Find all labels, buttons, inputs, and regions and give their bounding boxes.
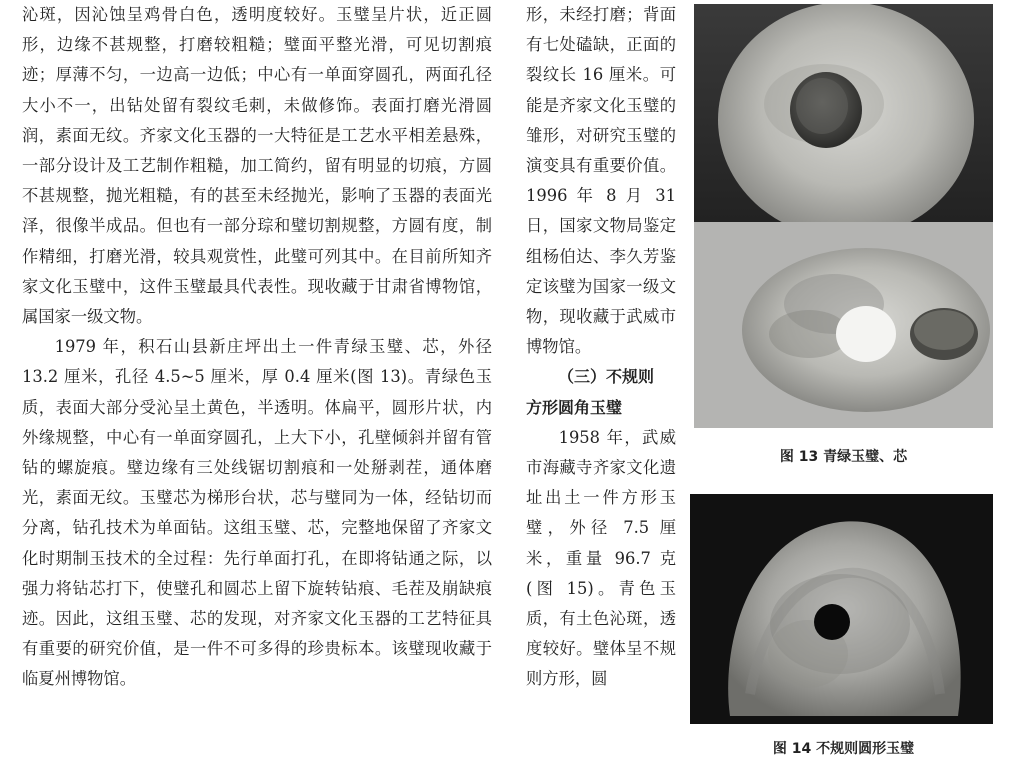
section-heading: （三）不规则 [558, 367, 655, 387]
figure-14-caption: 图 14 不规则圆形玉璧 [772, 741, 915, 757]
figure-13-caption: 图 13 青绿玉璧、芯 [779, 449, 908, 465]
paragraph: 1979 年，积石山县新庄坪出土一件青绿玉璧、芯，外径 13.2 厘米，孔径 4.5~5 厘米，厚 0.4 厘米(图 13)。青绿色玉质，表面大部分受沁呈土黄色，半透明。体扁平，圆形片状，内外缘规整，中心有一单面穿圆孔，上大下小，孔壁倾斜并留有管钻的螺旋痕。璧边缘有三处线锯切割痕和一处掰剥茬，通体磨光，素面无纹。玉璧芯为梯形台状，芯与璧同为一体，经钻切而分离，钻孔技术为单面钻。这组玉璧、芯，完整地保留了齐家文化时期制玉技术的全过程：先行单面打孔，在即将钻通之际，以强力将钻芯打下，使璧孔和圆芯上留下旋转钻痕、毛茬及崩缺痕迹。因此，这组玉璧、芯的发现，对齐家文化玉器的工艺特征具有重要的研究价值，是一件不可多得的珍贵标本。该璧现收藏于临夏州博物馆。 [22, 337, 492, 689]
paragraph: 1958 年，武威市海藏寺齐家文化遗址出土一件方形玉璧，外径 7.5 厘米，重量 96.7 克(图 15)。青色玉质，有土色沁斑，透度较好。璧体呈不规则方形，圆 [526, 427, 676, 689]
figure-13-photo [694, 4, 993, 428]
section-heading-continued: 方形圆角玉璧 [526, 397, 623, 417]
middle-text-column [526, 0, 676, 695]
figure-14-photo [690, 494, 993, 724]
paragraph: 形，未经打磨；背面有七处磕缺，正面的裂纹长 16 厘米。可能是齐家文化玉璧的雏形，对研究玉璧的演变具有重要价值。1996 年 8 月 31 日，国家文物局鉴定组杨伯达、李久芳鉴定该璧为国家一级文物，现收藏于武威市博物馆。 [526, 5, 676, 357]
paragraph: 沁斑，因沁蚀呈鸡骨白色，透明度较好。玉璧呈片状，近正圆形，边缘不甚规整，打磨较粗糙；璧面平整光滑，可见切割痕迹；厚薄不匀，一边高一边低；中心有一单面穿圆孔，两面孔径大小不一，出钻处留有裂纹毛刺，未做修饰。表面打磨光滑圆润，素面无纹。齐家文化玉器的一大特征是工艺水平相差悬殊，一部分设计及工艺制作粗糙，加工简约，留有明显的切痕，方圆不甚规整，抛光粗糙，有的甚至未经抛光，影响了玉器的表面光泽，很像半成品。但也有一部分琮和璧切割规整，方圆有度，制作精细，打磨光滑，较具观赏性，此璧可列其中。在目前所知齐家文化玉璧中，这件玉璧最具代表性。现收藏于甘肃省博物馆，属国家一级文物。 [22, 5, 492, 327]
left-text-column [22, 0, 492, 695]
